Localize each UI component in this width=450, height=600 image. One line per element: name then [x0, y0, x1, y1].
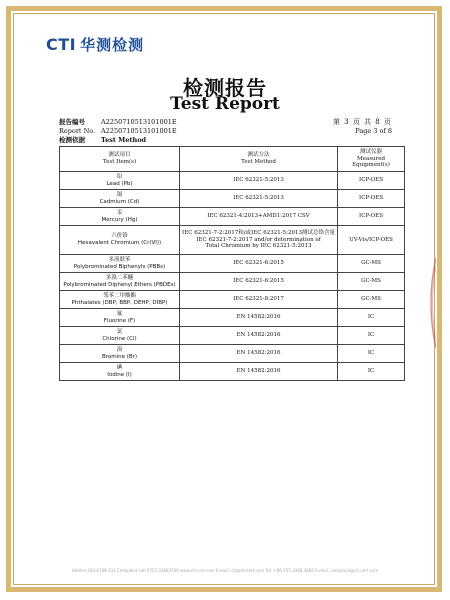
method-text: EN 14582:2016: [236, 368, 281, 375]
equipment-cell: IC: [338, 345, 405, 363]
page-info: [333, 118, 392, 136]
report-title-chinese: 检测报告: [183, 76, 267, 100]
equipment-cell: ICP-OES: [338, 190, 405, 208]
item-en: Fluorine (F): [103, 317, 136, 324]
equipment-cell: IC: [338, 309, 405, 327]
method-cell: [180, 327, 338, 345]
test-item-cell: [60, 190, 180, 208]
item-en: Polybrominated Biphenyls (PBBs): [73, 263, 166, 270]
page-number-cn: 第 3 页 共 8 页: [332, 118, 392, 126]
header-test-item: [60, 147, 180, 172]
item-en: Cadmium (Cd): [99, 198, 140, 205]
method-text-3: Total Chromium by IEC 62321-5:2013: [205, 243, 312, 250]
item-en: Phthalates (DBP, BBP, DEHP, DIBP): [71, 299, 168, 306]
table-row: [60, 291, 405, 309]
report-meta: [59, 118, 177, 145]
test-item-cell: [60, 345, 180, 363]
table-row: [60, 172, 405, 190]
logo-chinese: 华测检测: [80, 36, 145, 54]
report-no-value: A2250710513101001E: [101, 118, 177, 126]
cti-logo: [46, 34, 144, 55]
header-cn: 测试项目: [108, 152, 131, 159]
item-cn: 多溴二苯醚: [105, 274, 134, 281]
equipment-cell: GC-MS: [338, 291, 405, 309]
item-en: Lead (Pb): [106, 180, 133, 187]
method-cell: [180, 309, 338, 327]
item-cn: 六价铬: [111, 233, 128, 240]
table-row: [60, 208, 405, 226]
equipment-cell: ICP-OES: [338, 208, 405, 226]
footer-contact: Hotline 400-6788-333 Complaint call 0755-33683700 www.cti-cert.com E-mail: cti@cti-cert.com Tel: +86-755-3368 3666 E-mail: complaint@cti-cert.com: [71, 568, 379, 573]
method-text: IEC 62321-7-2:2017和/或IEC 62321-5:2013测试总铬含量: [182, 230, 335, 237]
method-cell: [180, 172, 338, 190]
equipment-cell: ICP-OES: [338, 172, 405, 190]
table-header-row: [60, 147, 405, 172]
method-cell: [180, 226, 338, 255]
report-title-english: Test Report: [170, 94, 280, 114]
item-cn: 多溴联苯: [108, 256, 131, 263]
item-cn: 邻苯二甲酸酯: [102, 292, 136, 299]
equipment-cell: UV-Vis/ICP-OES: [338, 226, 405, 255]
method-cell: [180, 291, 338, 309]
report-no-value-en: A2250710513101001E: [101, 127, 177, 135]
equipment-cell: IC: [338, 363, 405, 381]
method-text: IEC 62321-6:2015: [233, 260, 284, 267]
test-item-cell: [60, 172, 180, 190]
table-row: [60, 363, 405, 381]
header-cn: 测试方法: [247, 152, 270, 159]
item-cn: 溴: [116, 346, 123, 353]
test-method-table: [59, 146, 405, 381]
item-en: Polybrominated Diphenyl Ethers (PBDEs): [63, 281, 176, 288]
header-cn: 测试仪器: [360, 149, 383, 156]
test-item-cell: [60, 255, 180, 273]
item-cn: 碘: [116, 364, 123, 371]
seal-stamp-edge: [426, 258, 436, 348]
header-en: Test Method: [241, 159, 276, 165]
method-cell: [180, 190, 338, 208]
method-text: IEC 62321-4:2013+AMD1:2017 CSV: [207, 213, 310, 220]
table-row: [60, 327, 405, 345]
method-text: EN 14582:2016: [236, 350, 281, 357]
item-cn: 氟: [116, 310, 123, 317]
method-label-cn: 检测依据: [59, 136, 85, 144]
method-cell: [180, 208, 338, 226]
header-test-method: [180, 147, 338, 172]
report-no-label-en: Report No.: [59, 127, 96, 135]
test-item-cell: [60, 208, 180, 226]
report-no-label-cn: 报告编号: [59, 118, 85, 126]
method-text-2: IEC 62321-7-2:2017 and/or determination of: [196, 236, 321, 243]
test-item-cell: [60, 291, 180, 309]
equipment-cell: GC-MS: [338, 273, 405, 291]
table-row: [60, 273, 405, 291]
table-row: [60, 190, 405, 208]
item-en: Hexavalent Chromium (Cr(VI)): [77, 240, 162, 246]
item-cn: 氯: [116, 328, 123, 335]
method-cell: [180, 363, 338, 381]
method-cell: [180, 273, 338, 291]
item-en: Iodine (I): [107, 371, 132, 378]
item-cn: 汞: [116, 209, 123, 216]
method-text: EN 14582:2016: [236, 332, 281, 339]
header-en: Measured Equipment(s): [352, 155, 390, 169]
item-cn: 镉: [116, 191, 123, 198]
logo-latin: CTI: [46, 35, 77, 54]
equipment-cell: IC: [338, 327, 405, 345]
method-text: IEC 62321-5:2013: [233, 195, 284, 202]
table-row: [60, 309, 405, 327]
method-text: IEC 62321-8:2017: [233, 296, 284, 303]
header-equipment: [338, 147, 405, 172]
header-en: Test Item(s): [102, 159, 137, 165]
method-text: EN 14582:2016: [236, 314, 281, 321]
test-item-cell: [60, 327, 180, 345]
item-en: Bromine (Br): [101, 353, 138, 360]
test-item-cell: [60, 309, 180, 327]
test-item-cell: [60, 273, 180, 291]
page-number-en: Page 3 of 8: [355, 127, 392, 135]
table-row: [60, 345, 405, 363]
item-cn: 铅: [116, 173, 123, 180]
method-cell: [180, 345, 338, 363]
table-row: [60, 226, 405, 255]
method-label-en: Test Method: [101, 136, 147, 144]
item-en: Chlorine (Cl): [102, 335, 137, 342]
method-text: IEC 62321-5:2013: [233, 177, 284, 184]
method-cell: [180, 255, 338, 273]
test-item-cell: [60, 363, 180, 381]
test-item-cell: [60, 226, 180, 255]
method-text: IEC 62321-6:2015: [233, 278, 284, 285]
item-en: Mercury (Hg): [101, 216, 138, 223]
table-row: [60, 255, 405, 273]
equipment-cell: GC-MS: [338, 255, 405, 273]
